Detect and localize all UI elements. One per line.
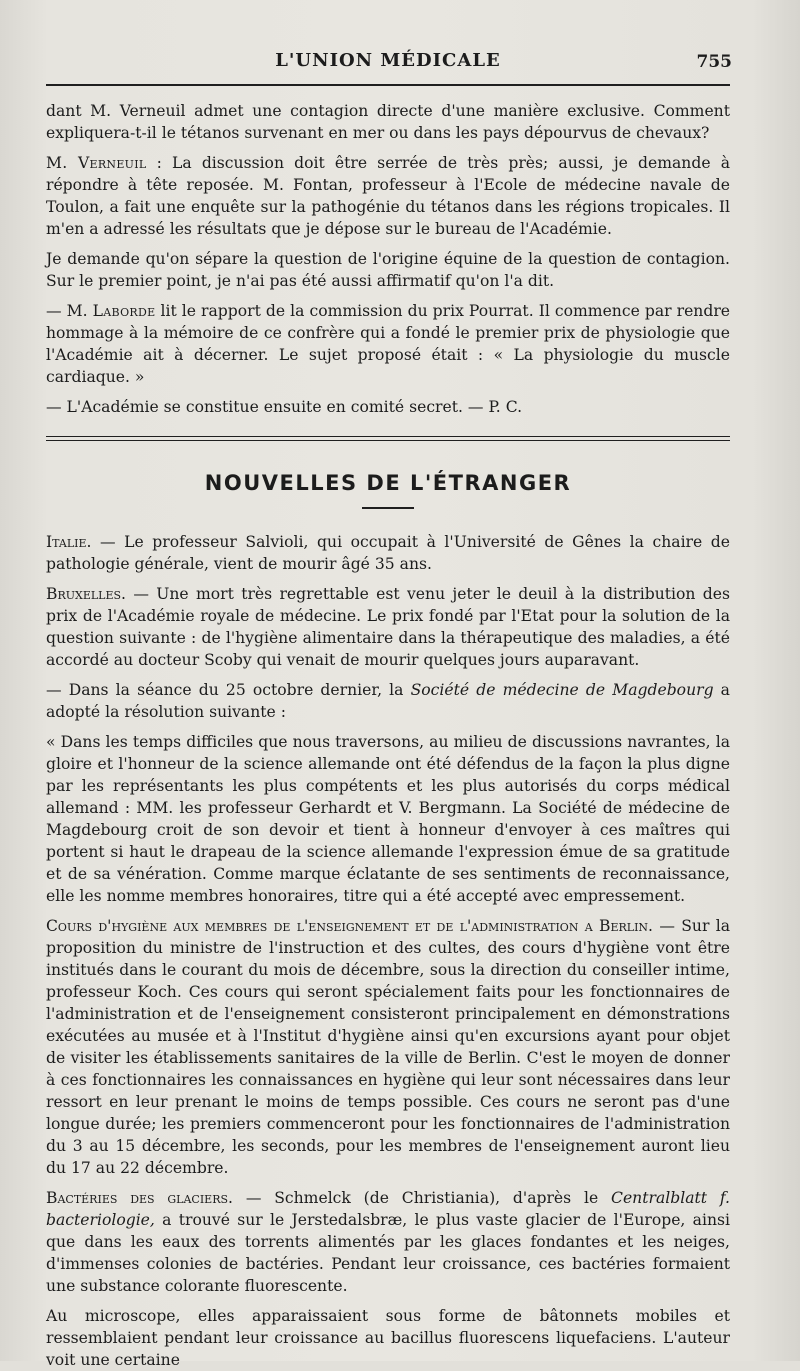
news-cours-text: — Sur la proposition du ministre de l'instruction et des cultes, des cours d'hygiène vont être institués dans le courant du mois de décembre, sous la direction du conseiller intime, professeur Koch. Ces cours qui seront spécialement faits pour les fonctionnaires de l'administration et de l'enseignement consisteront principalement en démonstrations exécutées au musée et à l'Institut d'hygiène ainsi qu'en excursions ayant pour objet de visiter les établissements sanitaires de la ville de Berlin. C'est le moyen de donner à ces fonctionnaires les connaissances en hygiène qui leur sont nécessaires dans leur ressort en leur prenant le moins de temps possible. Ces cours ne seront pas d'une longue durée; les premiers commenceront pour les fonctionnaires de l'administration du 3 au 15 décembre, les seconds, pour les membres de l'enseignement auront lieu du 17 au 22 décembre. <box>46 917 730 1177</box>
speaker-laborde: Laborde <box>92 302 156 320</box>
divider-line-bottom <box>46 440 730 441</box>
news-bacteries-lead: Bactéries des glaciers. <box>46 1189 233 1207</box>
news-bruxelles-lead: Bruxelles. <box>46 585 127 603</box>
news-cours-hygiene <box>46 915 730 1179</box>
news-resolution: « Dans les temps difficiles que nous traversons, au milieu de discussions navrantes, la gloire et l'honneur de la science allemande ont été défendus de la façon la plus digne par les représentants les plus compétents et les plus autorisés du corps médical allemand : MM. les professeur Gerhardt et V. Bergmann. La Société de médecine de Magdebourg croit de son devoir et tient à honneur d'envoyer à ces maîtres qui portent si haut le drapeau de la science allemande l'expression émue de sa gratitude et de sa vénération. Comme marque éclatante de ses sentiments de reconnaissance, elle les nomme membres honoraires, titre qui a été accepté avec empressement. <box>46 733 730 905</box>
news-cours-lead: Cours d'hygiène aux membres de l'enseignement et de l'administration a Berlin. <box>46 917 654 935</box>
news-bacteries-pre: — Schmelck (de Christiania), d'après le <box>233 1189 612 1207</box>
running-head <box>46 44 730 78</box>
news-magdebourg-society: Société de médecine de Magdebourg <box>410 681 714 699</box>
paragraph-equine-origin: Je demande qu'on sépare la question de l'origine équine de la question de contagion. Sur le premier point, je n'ai pas été aussi affirmatif qu'on l'a dit. <box>46 250 730 290</box>
paragraph-verneuil-question: dant M. Verneuil admet une contagion directe d'une manière exclusive. Comment expliquera-t-il le tétanos survenant en mer ou dans les pays dépourvus de chevaux? <box>46 102 730 142</box>
verneuil-reply-text: : La discussion doit être serrée de très près; aussi, je demande à répondre à tête reposée. M. Fontan, professeur à l'Ecole de médecine navale de Toulon, a fait une enquête sur la pathogénie du tétanos dans les régions tropicales. Il m'en a adressé les résultats que je dépose sur le bureau de l'Académie. <box>46 154 730 238</box>
paragraph-comite-secret: — L'Académie se constitue ensuite en comité secret. — P. C. <box>46 398 523 416</box>
news-microscope: Au microscope, elles apparaissaient sous forme de bâtonnets mobiles et ressemblaient pendant leur croissance au bacillus fluorescens liquefaciens. L'auteur voit une certaine <box>46 1307 730 1369</box>
laborde-text: lit le rapport de la commission du prix Pourrat. Il commence par rendre hommage à la mémoire de ce confrère qui a fondé le premier prix de physiologie que l'Académie ait à décerner. Le sujet proposé était : « La physiologie du muscle cardiaque. » <box>46 302 731 386</box>
news-magdebourg <box>46 679 730 723</box>
paragraph-laborde <box>46 300 730 388</box>
news-italie-text: — Le professeur Salvioli, qui occupait à l'Université de Gênes la chaire de pathologie générale, vient de mourir âgé 35 ans. <box>46 533 730 573</box>
news-bacteries-post: a trouvé sur le Jerstedalsbræ, le plus vaste glacier de l'Europe, ainsi que dans les eaux des torrents alimentés par les glaces fondantes et les neiges, d'immenses colonies de bactéries. Pendant leur croissance, ces bactéries formaient une substance colorante fluorescente. <box>46 1211 730 1295</box>
news-bruxelles <box>46 583 730 671</box>
news-bacteries-journal: Centralblatt f. bacteriologie, <box>46 1189 731 1229</box>
news-bruxelles-text: — Une mort très regrettable est venu jeter le deuil à la distribution des prix de l'Académie royale de médecine. Le prix fondé par l'Etat pour la solution de la question suivante : de l'hygiène alimentaire dans la thérapeutique des maladies, a été accordé au docteur Scoby qui venait de mourir quelques jours auparavant. <box>46 585 730 669</box>
news-magdebourg-pre: — Dans la séance du 25 octobre dernier, la <box>46 681 411 699</box>
news-bacteries <box>46 1187 730 1297</box>
laborde-lead: — M. <box>46 302 93 320</box>
header-rule <box>46 84 730 86</box>
section-title: NOUVELLES DE L'ÉTRANGER <box>204 471 572 495</box>
running-title: L'UNION MÉDICALE <box>275 50 501 71</box>
news-italie <box>46 531 730 575</box>
paragraph-verneuil-reply <box>46 152 730 240</box>
speaker-verneuil: M. Verneuil <box>46 154 147 172</box>
section-title-rule <box>362 507 414 509</box>
section-divider <box>46 436 730 441</box>
page-number: 755 <box>696 52 732 72</box>
divider-line-top <box>46 436 730 437</box>
news-magdebourg-post: a adopté la résolution suivante : <box>46 681 730 721</box>
news-italie-lead: Italie. <box>46 533 92 551</box>
